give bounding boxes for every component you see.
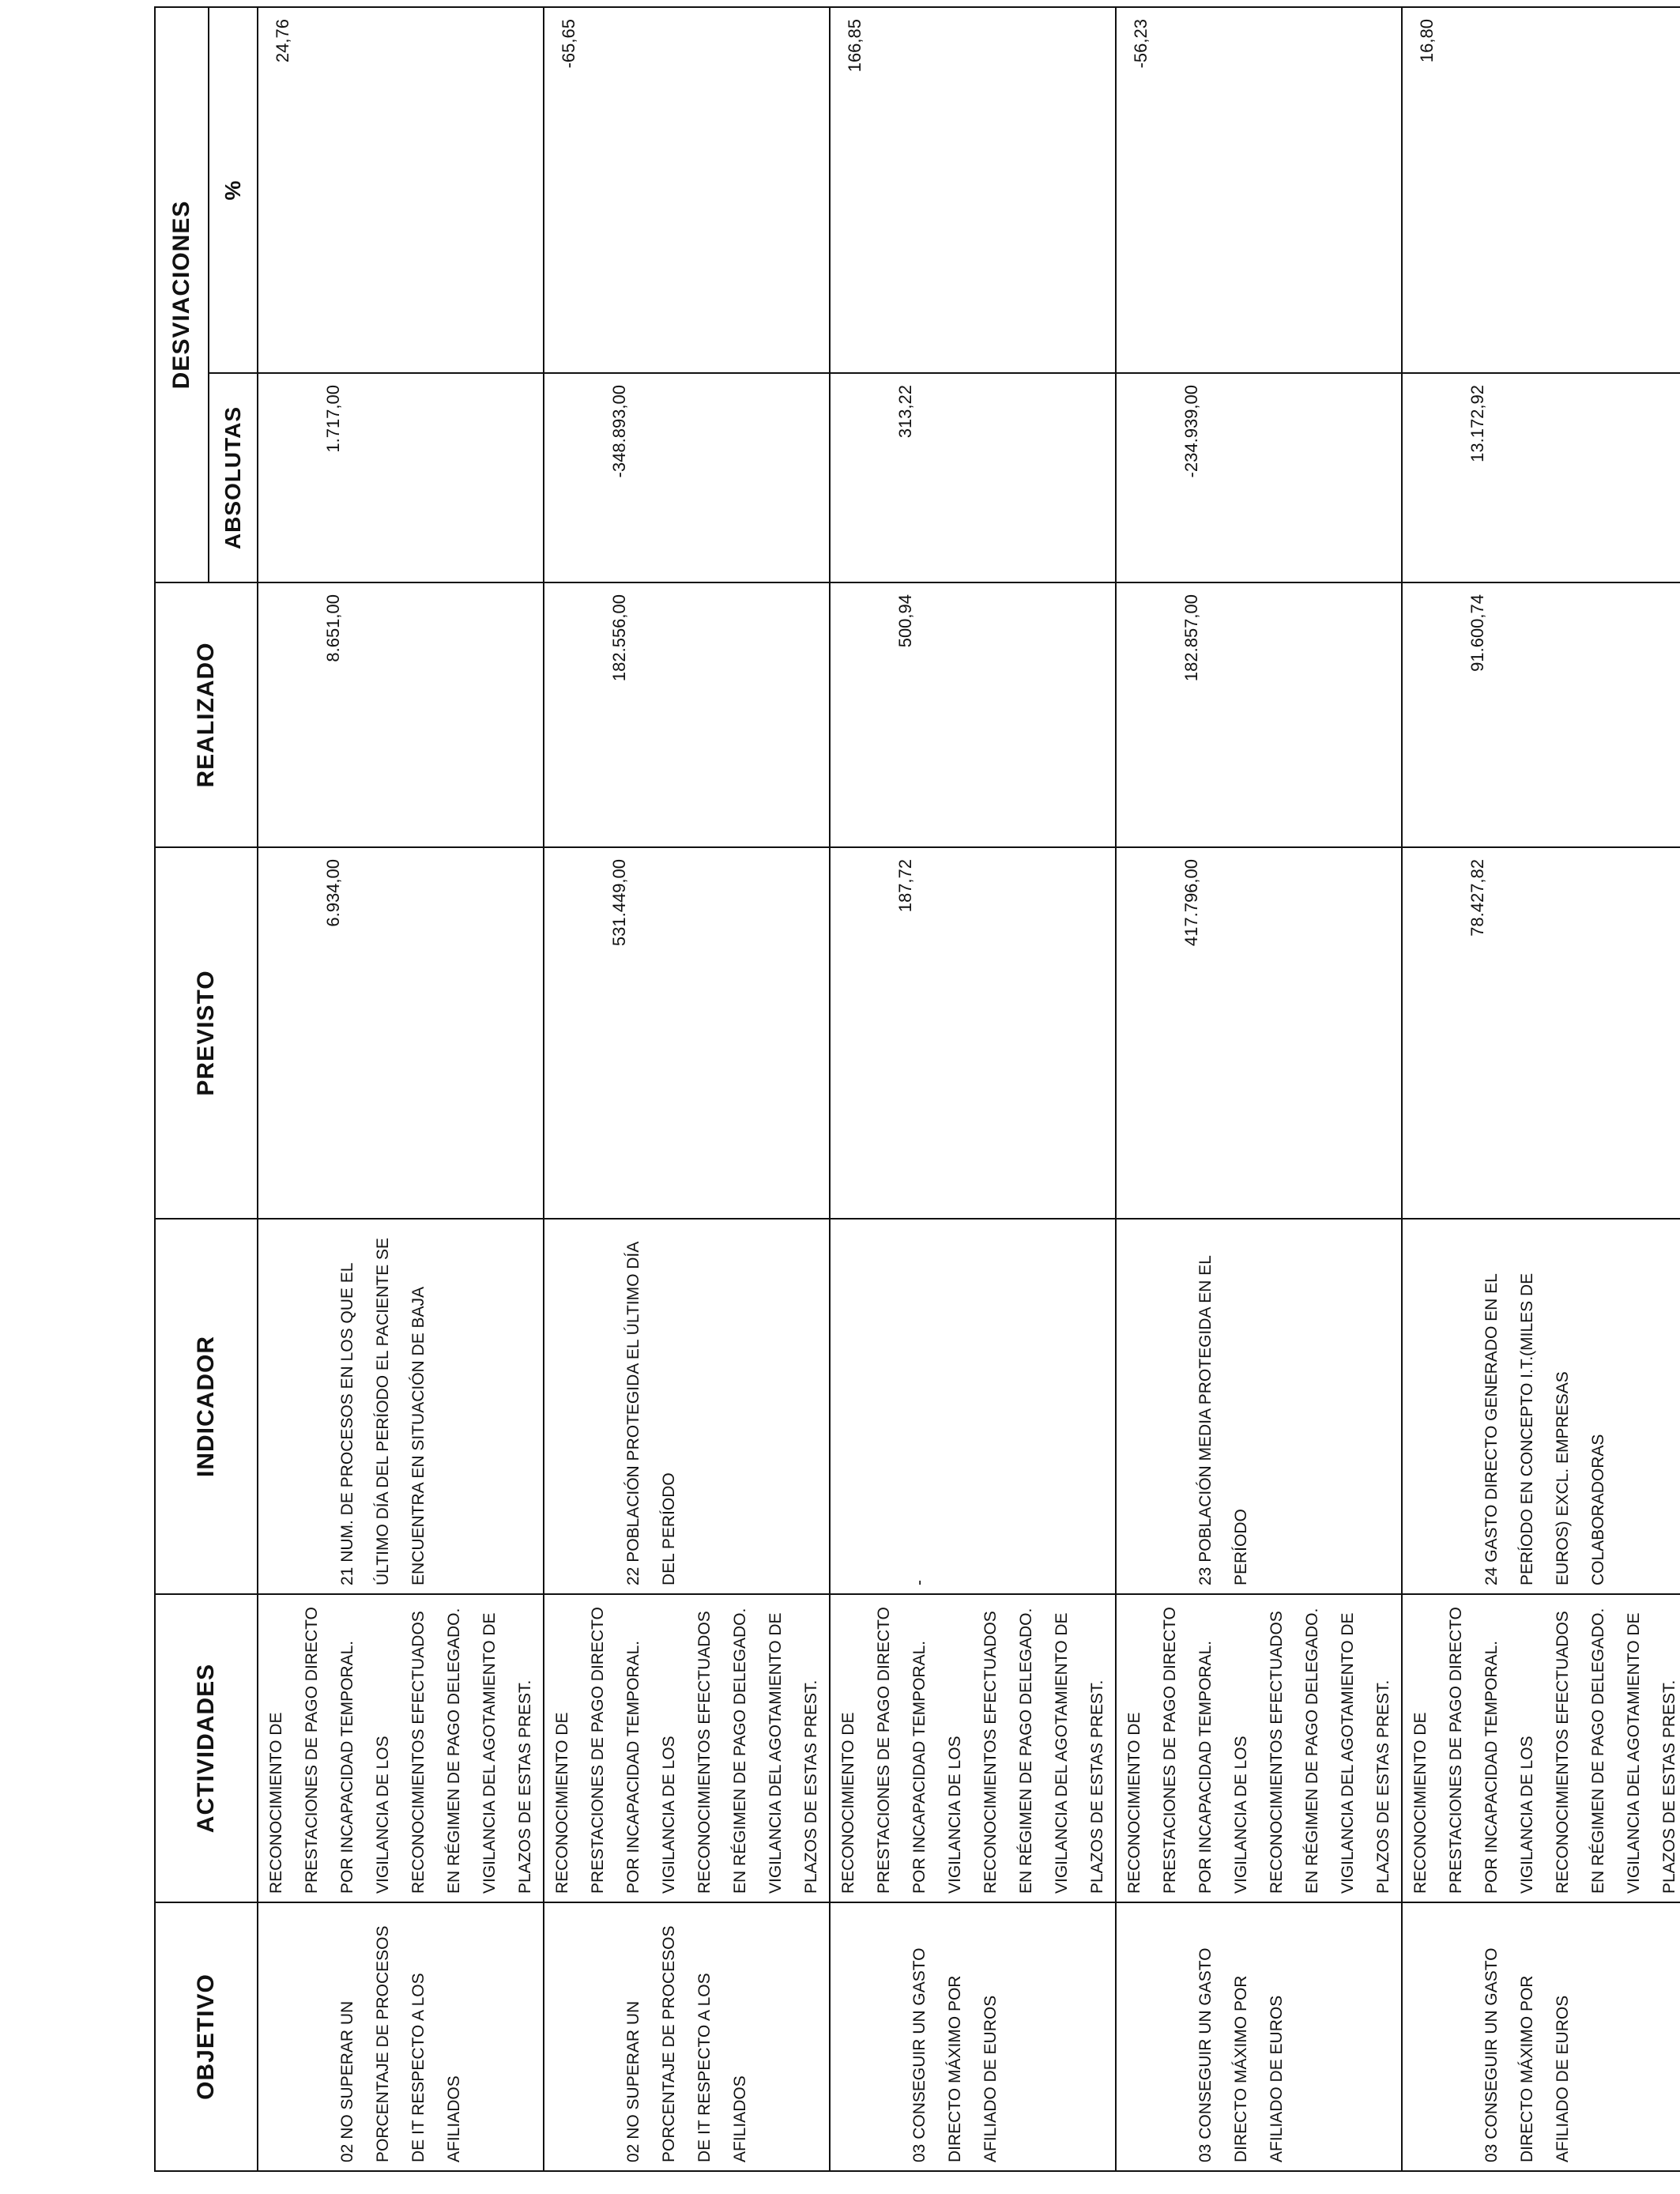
cell-porcentaje: -65,65: [544, 7, 830, 373]
cell-porcentaje: 166,85: [830, 7, 1116, 373]
cell-previsto: 187,72: [830, 847, 1116, 1219]
cell-indicador: 21 NUM. DE PROCESOS EN LOS QUE EL ÚLTIMO DÍA DEL PERÍODO EL PACIENTE SE ENCUENTRA EN SITUACIÓN DE BAJA: [258, 1219, 544, 1594]
cell-realizado: 8.651,00: [258, 582, 544, 847]
table-row: [1116, 7, 1402, 2171]
cell-previsto: 78.427,82: [1402, 847, 1680, 1219]
header-realizado: REALIZADO: [155, 582, 258, 847]
header-desviaciones: DESVIACIONES: [155, 7, 209, 582]
cell-porcentaje: 16,80: [1402, 7, 1680, 373]
cell-previsto: 6.934,00: [258, 847, 544, 1219]
cell-absolutas: 1.717,00: [258, 373, 544, 582]
cell-indicador: 23 POBLACIÓN MEDIA PROTEGIDA EN EL PERÍODO: [1116, 1219, 1402, 1594]
rotated-table-sheet: [154, 8, 1678, 2172]
cell-porcentaje: -56,23: [1116, 7, 1402, 373]
cell-objetivo: 02 NO SUPERAR UN PORCENTAJE DE PROCESOS DE IT RESPECTO A LOS AFILIADOS: [258, 1902, 544, 2171]
cell-actividades: RECONOCIMIENTO DE PRESTACIONES DE PAGO DIRECTO POR INCAPACIDAD TEMPORAL. VIGILANCIA DE LOS RECONOCIMIENTOS EFECTUADOS EN RÉGIMEN DE PAGO DELEGADO. VIGILANCIA DEL AGOTAMIENTO DE PLAZOS DE ESTAS PREST.: [830, 1594, 1116, 1902]
header-indicador: INDICADOR: [155, 1219, 258, 1594]
header-previsto: PREVISTO: [155, 847, 258, 1219]
table-row: [544, 7, 830, 2171]
cell-indicador: -: [830, 1219, 1116, 1594]
cell-objetivo: 03 CONSEGUIR UN GASTO DIRECTO MÁXIMO POR AFILIADO DE EUROS: [830, 1902, 1116, 2171]
cell-porcentaje: 24,76: [258, 7, 544, 373]
table-row: [1402, 7, 1680, 2171]
header-absolutas: ABSOLUTAS: [209, 373, 258, 582]
cell-realizado: 500,94: [830, 582, 1116, 847]
cell-objetivo: 03 CONSEGUIR UN GASTO DIRECTO MÁXIMO POR AFILIADO DE EUROS: [1402, 1902, 1680, 2171]
cell-actividades: RECONOCIMIENTO DE PRESTACIONES DE PAGO DIRECTO POR INCAPACIDAD TEMPORAL. VIGILANCIA DE LOS RECONOCIMIENTOS EFECTUADOS EN RÉGIMEN DE PAGO DELEGADO. VIGILANCIA DEL AGOTAMIENTO DE PLAZOS DE ESTAS PREST.: [1402, 1594, 1680, 1902]
indicators-table: [154, 6, 1680, 2172]
header-actividades: ACTIVIDADES: [155, 1594, 258, 1902]
cell-absolutas: 13.172,92: [1402, 373, 1680, 582]
cell-realizado: 182.556,00: [544, 582, 830, 847]
cell-objetivo: 03 CONSEGUIR UN GASTO DIRECTO MÁXIMO POR AFILIADO DE EUROS: [1116, 1902, 1402, 2171]
cell-absolutas: -234.939,00: [1116, 373, 1402, 582]
cell-realizado: 91.600,74: [1402, 582, 1680, 847]
cell-indicador: 24 GASTO DIRECTO GENERADO EN EL PERÍODO EN CONCEPTO I.T.(MILES DE EUROS) EXCL. EMPRESAS COLABORADORAS: [1402, 1219, 1680, 1594]
cell-previsto: 417.796,00: [1116, 847, 1402, 1219]
cell-actividades: RECONOCIMIENTO DE PRESTACIONES DE PAGO DIRECTO POR INCAPACIDAD TEMPORAL. VIGILANCIA DE LOS RECONOCIMIENTOS EFECTUADOS EN RÉGIMEN DE PAGO DELEGADO. VIGILANCIA DEL AGOTAMIENTO DE PLAZOS DE ESTAS PREST.: [258, 1594, 544, 1902]
cell-actividades: RECONOCIMIENTO DE PRESTACIONES DE PAGO DIRECTO POR INCAPACIDAD TEMPORAL. VIGILANCIA DE LOS RECONOCIMIENTOS EFECTUADOS EN RÉGIMEN DE PAGO DELEGADO. VIGILANCIA DEL AGOTAMIENTO DE PLAZOS DE ESTAS PREST.: [544, 1594, 830, 1902]
cell-objetivo: 02 NO SUPERAR UN PORCENTAJE DE PROCESOS DE IT RESPECTO A LOS AFILIADOS: [544, 1902, 830, 2171]
header-objetivo: OBJETIVO: [155, 1902, 258, 2171]
cell-realizado: 182.857,00: [1116, 582, 1402, 847]
cell-absolutas: 313,22: [830, 373, 1116, 582]
table-row: [830, 7, 1116, 2171]
table-row: [258, 7, 544, 2171]
header-porcentaje: %: [209, 7, 258, 373]
cell-actividades: RECONOCIMIENTO DE PRESTACIONES DE PAGO DIRECTO POR INCAPACIDAD TEMPORAL. VIGILANCIA DE LOS RECONOCIMIENTOS EFECTUADOS EN RÉGIMEN DE PAGO DELEGADO. VIGILANCIA DEL AGOTAMIENTO DE PLAZOS DE ESTAS PREST.: [1116, 1594, 1402, 1902]
cell-absolutas: -348.893,00: [544, 373, 830, 582]
cell-previsto: 531.449,00: [544, 847, 830, 1219]
cell-indicador: 22 POBLACIÓN PROTEGIDA EL ÚLTIMO DÍA DEL PERÍODO: [544, 1219, 830, 1594]
